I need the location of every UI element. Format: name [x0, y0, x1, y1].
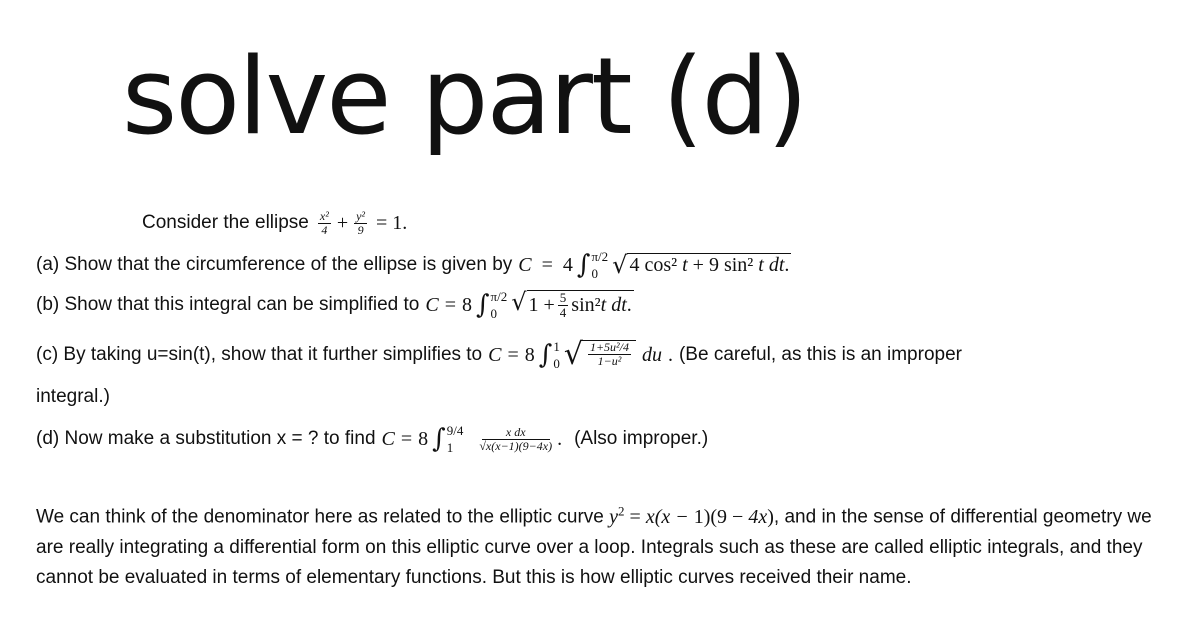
part-a-text: (a) Show that the circumference of the ellipse is given by — [36, 254, 513, 275]
part-d-text: (d) Now make a substitution x = ? to find — [36, 428, 376, 449]
paragraph-text-1: We can think of the denominator here as related to the elliptic curve — [36, 506, 604, 528]
part-d-formula: C = 8 ∫ 9/4 1 $\frac{\text{x dx}}{√x(x-1)(9-4x)}$ . — [381, 423, 563, 455]
part-a-formula: C = 4 ∫ π/2 0 √ 4 cos² t + 9 sin² t dt. — [518, 249, 790, 281]
part-c-continuation: integral.) — [36, 386, 110, 407]
part-b-text: (b) Show that this integral can be simplified to — [36, 294, 420, 315]
part-d — [36, 424, 708, 454]
explanation-paragraph — [36, 496, 1156, 593]
part-c — [36, 337, 962, 372]
part-b-formula: C = 8 ∫ π/2 0 √ 1 + $\frac{5}{4}$ sin² t dt . — [425, 288, 632, 321]
part-b — [36, 290, 634, 320]
page-title: solve part (d) — [122, 35, 807, 158]
ellipse-equation: $\frac{\text{x²}}{4}$ + $\frac{\text{y²}}{9}$ = 1. — [319, 209, 408, 237]
ellipse-rhs: = 1. — [376, 211, 408, 234]
part-c-text: (c) By taking u=sin(t), show that it further simplifies to — [36, 344, 483, 365]
part-c-tail: (Be careful, as this is an improper — [678, 344, 962, 365]
ellipse-statement — [142, 210, 407, 236]
paragraph-text-3: differential geometry we are really integrating a differential form on this elliptic curve over a loop. Integrals such as these are called elliptic integrals, and they cannot be evaluated in terms of elementary functions. But this is how elliptic curves received their name. — [36, 506, 1152, 588]
part-a — [36, 250, 791, 280]
ellipse-intro-text: Consider the ellipse — [142, 212, 309, 234]
part-c-formula: C = 8 ∫ 1 0 √ $\frac{\text{1+5u²/4}}{\text{1−u²}}$ du . — [488, 337, 673, 372]
paragraph-text-2: , and in the sense of — [773, 506, 946, 528]
elliptic-curve-equation: $y^2 = x(x - 1)(9 - 4x)$ — [609, 503, 774, 528]
part-d-tail: (Also improper.) — [574, 428, 709, 449]
